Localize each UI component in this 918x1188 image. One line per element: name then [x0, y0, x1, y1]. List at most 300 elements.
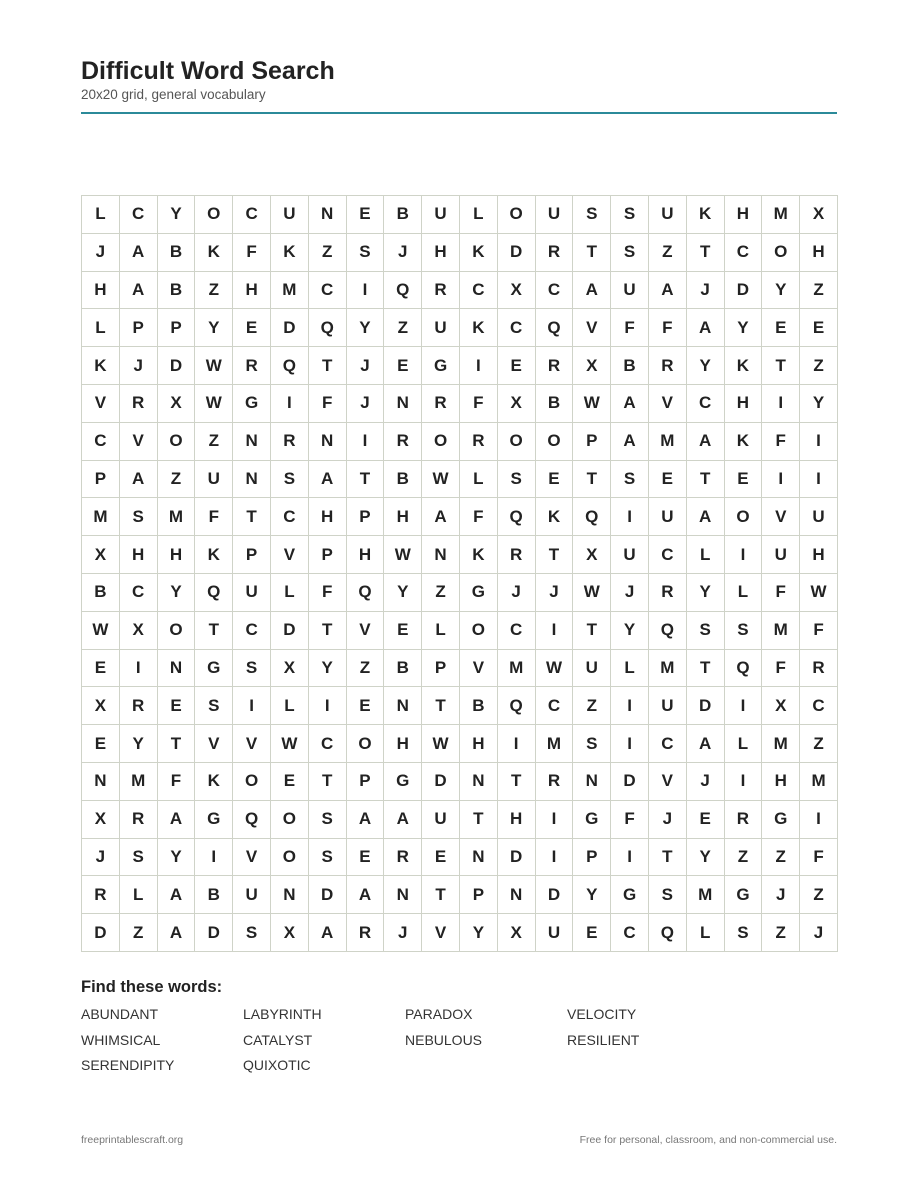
grid-cell: M: [536, 725, 574, 763]
grid-cell: Y: [158, 574, 196, 612]
grid-cell: K: [460, 309, 498, 347]
grid-cell: V: [82, 385, 120, 423]
grid-cell: N: [460, 763, 498, 801]
grid-cell: T: [498, 763, 536, 801]
grid-cell: C: [536, 272, 574, 310]
grid-cell: G: [195, 801, 233, 839]
grid-cell: I: [611, 725, 649, 763]
grid-cell: T: [687, 234, 725, 272]
word-list-item: RESILIENT: [567, 1031, 640, 1048]
grid-cell: A: [687, 423, 725, 461]
grid-cell: F: [309, 574, 347, 612]
grid-cell: S: [573, 725, 611, 763]
word-list-item: ABUNDANT: [81, 1006, 159, 1022]
grid-cell: U: [649, 687, 687, 725]
grid-cell: R: [800, 650, 838, 688]
grid-cell: R: [347, 914, 385, 952]
grid-cell: J: [347, 347, 385, 385]
grid-cell: R: [536, 347, 574, 385]
grid-cell: C: [120, 196, 158, 234]
grid-cell: B: [195, 876, 233, 914]
grid-cell: Q: [725, 650, 763, 688]
grid-cell: E: [384, 612, 422, 650]
grid-cell: Z: [158, 461, 196, 499]
grid-cell: W: [422, 725, 460, 763]
grid-cell: F: [309, 385, 347, 423]
grid-cell: Y: [384, 574, 422, 612]
grid-cell: I: [762, 385, 800, 423]
grid-cell: P: [347, 498, 385, 536]
grid-cell: S: [498, 461, 536, 499]
grid-cell: H: [725, 385, 763, 423]
grid-cell: T: [687, 650, 725, 688]
grid-cell: N: [422, 536, 460, 574]
grid-cell: S: [611, 196, 649, 234]
grid-cell: I: [762, 461, 800, 499]
grid-cell: D: [158, 347, 196, 385]
grid-cell: Z: [725, 839, 763, 877]
grid-cell: R: [384, 423, 422, 461]
grid-cell: I: [233, 687, 271, 725]
grid-cell: D: [422, 763, 460, 801]
grid-cell: X: [82, 801, 120, 839]
grid-cell: U: [800, 498, 838, 536]
grid-cell: J: [611, 574, 649, 612]
grid-cell: J: [498, 574, 536, 612]
grid-cell: B: [384, 650, 422, 688]
grid-cell: U: [611, 536, 649, 574]
grid-cell: Y: [687, 347, 725, 385]
grid-cell: C: [120, 574, 158, 612]
grid-cell: C: [271, 498, 309, 536]
grid-cell: T: [573, 612, 611, 650]
grid-cell: Z: [195, 423, 233, 461]
grid-cell: K: [195, 763, 233, 801]
grid-cell: G: [460, 574, 498, 612]
grid-cell: F: [195, 498, 233, 536]
grid-cell: U: [422, 196, 460, 234]
word-list: [81, 1005, 837, 1082]
grid-cell: D: [498, 234, 536, 272]
word-list-section: [81, 978, 837, 1082]
grid-cell: Y: [800, 385, 838, 423]
grid-cell: G: [762, 801, 800, 839]
grid-cell: E: [498, 347, 536, 385]
grid-cell: I: [347, 423, 385, 461]
grid-cell: I: [120, 650, 158, 688]
grid-cell: N: [498, 876, 536, 914]
grid-cell: D: [725, 272, 763, 310]
grid-cell: U: [762, 536, 800, 574]
grid-cell: P: [460, 876, 498, 914]
grid-cell: O: [271, 839, 309, 877]
grid-cell: U: [233, 876, 271, 914]
grid-cell: A: [649, 272, 687, 310]
grid-cell: I: [800, 461, 838, 499]
grid-cell: Z: [649, 234, 687, 272]
grid-cell: D: [498, 839, 536, 877]
grid-cell: E: [347, 839, 385, 877]
grid-cell: H: [498, 801, 536, 839]
grid-cell: C: [611, 914, 649, 952]
grid-cell: Y: [762, 272, 800, 310]
grid-cell: B: [384, 461, 422, 499]
grid-cell: S: [309, 839, 347, 877]
grid-cell: R: [82, 876, 120, 914]
word-list-item: LABYRINTH: [243, 1006, 322, 1022]
grid-cell: F: [800, 839, 838, 877]
grid-cell: A: [158, 914, 196, 952]
grid-cell: G: [233, 385, 271, 423]
grid-cell: Q: [649, 914, 687, 952]
grid-cell: Y: [309, 650, 347, 688]
grid-cell: O: [347, 725, 385, 763]
header-divider: [81, 112, 837, 114]
grid-cell: A: [347, 876, 385, 914]
grid-cell: H: [158, 536, 196, 574]
grid-cell: W: [195, 347, 233, 385]
grid-cell: O: [195, 196, 233, 234]
grid-cell: C: [536, 687, 574, 725]
grid-cell: O: [422, 423, 460, 461]
grid-cell: N: [309, 196, 347, 234]
grid-cell: Y: [158, 839, 196, 877]
grid-cell: T: [309, 763, 347, 801]
grid-cell: E: [82, 725, 120, 763]
grid-cell: H: [120, 536, 158, 574]
grid-cell: J: [82, 234, 120, 272]
grid-cell: X: [573, 536, 611, 574]
grid-cell: V: [233, 839, 271, 877]
grid-cell: F: [762, 423, 800, 461]
grid-cell: A: [573, 272, 611, 310]
grid-cell: S: [611, 234, 649, 272]
grid-cell: V: [195, 725, 233, 763]
grid-cell: F: [649, 309, 687, 347]
footer-site: freeprintablescraft.org: [81, 1134, 184, 1146]
grid-cell: L: [687, 536, 725, 574]
grid-cell: Z: [762, 839, 800, 877]
grid-cell: F: [233, 234, 271, 272]
grid-cell: R: [120, 385, 158, 423]
grid-cell: I: [347, 272, 385, 310]
grid-cell: R: [536, 763, 574, 801]
grid-cell: F: [611, 309, 649, 347]
grid-cell: R: [422, 272, 460, 310]
grid-cell: K: [271, 234, 309, 272]
word-list-item: SERENDIPITY: [81, 1057, 175, 1073]
grid-cell: T: [195, 612, 233, 650]
grid-cell: B: [611, 347, 649, 385]
grid-cell: S: [271, 461, 309, 499]
grid-cell: P: [158, 309, 196, 347]
grid-cell: U: [422, 309, 460, 347]
grid-cell: W: [82, 612, 120, 650]
grid-cell: X: [498, 272, 536, 310]
grid-cell: R: [649, 574, 687, 612]
grid-cell: P: [309, 536, 347, 574]
grid-cell: M: [762, 725, 800, 763]
word-list-item: CATALYST: [243, 1031, 313, 1048]
grid-cell: Y: [725, 309, 763, 347]
grid-cell: E: [158, 687, 196, 725]
grid-cell: Z: [800, 347, 838, 385]
word-list-heading: Find these words:: [81, 978, 223, 996]
grid-cell: C: [233, 196, 271, 234]
grid-cell: A: [687, 725, 725, 763]
grid-cell: I: [195, 839, 233, 877]
page-header: [81, 56, 837, 103]
grid-cell: E: [800, 309, 838, 347]
grid-cell: U: [422, 801, 460, 839]
grid-cell: L: [82, 309, 120, 347]
grid-cell: K: [725, 423, 763, 461]
grid-cell: Z: [309, 234, 347, 272]
grid-cell: Q: [347, 574, 385, 612]
grid-cell: F: [158, 763, 196, 801]
grid-cell: M: [120, 763, 158, 801]
grid-cell: T: [536, 536, 574, 574]
grid-cell: Q: [573, 498, 611, 536]
grid-cell: S: [649, 876, 687, 914]
grid-cell: A: [309, 461, 347, 499]
grid-cell: I: [725, 763, 763, 801]
grid-cell: M: [271, 272, 309, 310]
grid-cell: V: [271, 536, 309, 574]
grid-cell: J: [649, 801, 687, 839]
grid-cell: I: [309, 687, 347, 725]
grid-cell: J: [384, 234, 422, 272]
grid-cell: Z: [347, 650, 385, 688]
grid-cell: E: [347, 196, 385, 234]
grid-cell: M: [687, 876, 725, 914]
grid-cell: O: [762, 234, 800, 272]
grid-cell: Z: [422, 574, 460, 612]
grid-cell: P: [120, 309, 158, 347]
grid-cell: L: [271, 687, 309, 725]
grid-cell: I: [611, 687, 649, 725]
grid-cell: S: [611, 461, 649, 499]
grid-cell: Q: [271, 347, 309, 385]
grid-cell: B: [460, 687, 498, 725]
grid-cell: Z: [384, 309, 422, 347]
grid-cell: X: [498, 385, 536, 423]
grid-cell: L: [725, 574, 763, 612]
grid-cell: O: [271, 801, 309, 839]
grid-cell: E: [536, 461, 574, 499]
grid-cell: M: [158, 498, 196, 536]
grid-cell: T: [687, 461, 725, 499]
grid-cell: J: [687, 272, 725, 310]
grid-cell: J: [800, 914, 838, 952]
grid-cell: U: [649, 196, 687, 234]
grid-cell: B: [384, 196, 422, 234]
grid-cell: U: [195, 461, 233, 499]
grid-cell: U: [649, 498, 687, 536]
grid-cell: R: [725, 801, 763, 839]
grid-cell: O: [233, 763, 271, 801]
grid-cell: N: [384, 385, 422, 423]
grid-cell: J: [687, 763, 725, 801]
grid-cell: M: [800, 763, 838, 801]
grid-cell: A: [687, 498, 725, 536]
grid-cell: H: [460, 725, 498, 763]
grid-cell: U: [611, 272, 649, 310]
grid-cell: I: [271, 385, 309, 423]
grid-cell: A: [347, 801, 385, 839]
grid-cell: N: [158, 650, 196, 688]
word-list-item: WHIMSICAL: [81, 1031, 161, 1048]
grid-cell: P: [82, 461, 120, 499]
grid-cell: L: [120, 876, 158, 914]
grid-cell: K: [195, 234, 233, 272]
grid-cell: V: [460, 650, 498, 688]
grid-cell: S: [120, 839, 158, 877]
grid-cell: J: [536, 574, 574, 612]
grid-cell: N: [384, 876, 422, 914]
grid-cell: X: [120, 612, 158, 650]
grid-cell: C: [309, 725, 347, 763]
grid-cell: F: [460, 385, 498, 423]
grid-cell: M: [649, 650, 687, 688]
grid-cell: I: [611, 839, 649, 877]
grid-cell: W: [271, 725, 309, 763]
grid-cell: A: [422, 498, 460, 536]
grid-cell: E: [347, 687, 385, 725]
grid-cell: M: [82, 498, 120, 536]
grid-cell: V: [762, 498, 800, 536]
grid-cell: N: [384, 687, 422, 725]
grid-cell: E: [233, 309, 271, 347]
grid-cell: H: [384, 498, 422, 536]
grid-cell: O: [536, 423, 574, 461]
grid-cell: Q: [498, 687, 536, 725]
grid-cell: E: [82, 650, 120, 688]
grid-cell: F: [611, 801, 649, 839]
grid-cell: O: [460, 612, 498, 650]
grid-cell: S: [233, 914, 271, 952]
grid-cell: H: [422, 234, 460, 272]
grid-cell: R: [120, 801, 158, 839]
grid-cell: D: [82, 914, 120, 952]
grid-cell: H: [384, 725, 422, 763]
grid-cell: Y: [158, 196, 196, 234]
grid-cell: R: [498, 536, 536, 574]
grid-cell: I: [536, 839, 574, 877]
grid-cell: Z: [195, 272, 233, 310]
grid-cell: S: [233, 650, 271, 688]
grid-cell: T: [422, 687, 460, 725]
grid-cell: F: [460, 498, 498, 536]
grid-cell: Z: [120, 914, 158, 952]
grid-cell: J: [347, 385, 385, 423]
grid-cell: Q: [649, 612, 687, 650]
grid-cell: B: [158, 234, 196, 272]
page-subtitle: 20x20 grid, general vocabulary: [81, 87, 266, 102]
grid-cell: A: [611, 423, 649, 461]
grid-cell: N: [233, 423, 271, 461]
grid-cell: C: [233, 612, 271, 650]
word-list-item: QUIXOTIC: [243, 1057, 311, 1073]
grid-cell: P: [422, 650, 460, 688]
grid-cell: C: [725, 234, 763, 272]
grid-cell: I: [460, 347, 498, 385]
grid-cell: I: [536, 612, 574, 650]
grid-cell: M: [762, 196, 800, 234]
grid-cell: W: [422, 461, 460, 499]
grid-cell: I: [611, 498, 649, 536]
grid-cell: H: [762, 763, 800, 801]
grid-cell: K: [725, 347, 763, 385]
grid-cell: T: [309, 612, 347, 650]
grid-cell: U: [573, 650, 611, 688]
grid-cell: K: [82, 347, 120, 385]
grid-cell: H: [82, 272, 120, 310]
grid-cell: Y: [120, 725, 158, 763]
grid-cell: N: [460, 839, 498, 877]
grid-cell: E: [687, 801, 725, 839]
grid-cell: V: [347, 612, 385, 650]
grid-cell: E: [422, 839, 460, 877]
grid-cell: W: [573, 385, 611, 423]
grid-cell: X: [762, 687, 800, 725]
grid-cell: S: [687, 612, 725, 650]
grid-cell: H: [725, 196, 763, 234]
grid-cell: S: [725, 612, 763, 650]
grid-cell: Y: [687, 574, 725, 612]
grid-cell: B: [82, 574, 120, 612]
grid-cell: R: [120, 687, 158, 725]
grid-cell: C: [800, 687, 838, 725]
grid-cell: A: [120, 234, 158, 272]
word-list-item: PARADOX: [405, 1006, 473, 1022]
grid-cell: I: [498, 725, 536, 763]
grid-cell: H: [347, 536, 385, 574]
grid-cell: R: [271, 423, 309, 461]
grid-cell: S: [347, 234, 385, 272]
grid-cell: I: [725, 687, 763, 725]
grid-cell: L: [460, 461, 498, 499]
grid-cell: Q: [195, 574, 233, 612]
footer-note: Free for personal, classroom, and non-commercial use.: [579, 1134, 837, 1146]
grid-cell: N: [233, 461, 271, 499]
grid-cell: O: [498, 423, 536, 461]
grid-cell: D: [536, 876, 574, 914]
grid-cell: R: [460, 423, 498, 461]
grid-cell: L: [725, 725, 763, 763]
grid-cell: G: [422, 347, 460, 385]
grid-cell: D: [687, 687, 725, 725]
grid-cell: X: [498, 914, 536, 952]
grid-cell: C: [460, 272, 498, 310]
grid-cell: U: [271, 196, 309, 234]
grid-cell: T: [158, 725, 196, 763]
grid-cell: S: [573, 196, 611, 234]
grid-cell: V: [233, 725, 271, 763]
grid-cell: D: [611, 763, 649, 801]
grid-cell: R: [422, 385, 460, 423]
grid-cell: C: [687, 385, 725, 423]
grid-cell: G: [384, 763, 422, 801]
grid-cell: S: [195, 687, 233, 725]
grid-cell: V: [573, 309, 611, 347]
grid-cell: W: [195, 385, 233, 423]
grid-cell: P: [233, 536, 271, 574]
grid-cell: K: [460, 536, 498, 574]
page-title: Difficult Word Search: [81, 57, 335, 85]
grid-cell: D: [271, 309, 309, 347]
grid-cell: A: [611, 385, 649, 423]
